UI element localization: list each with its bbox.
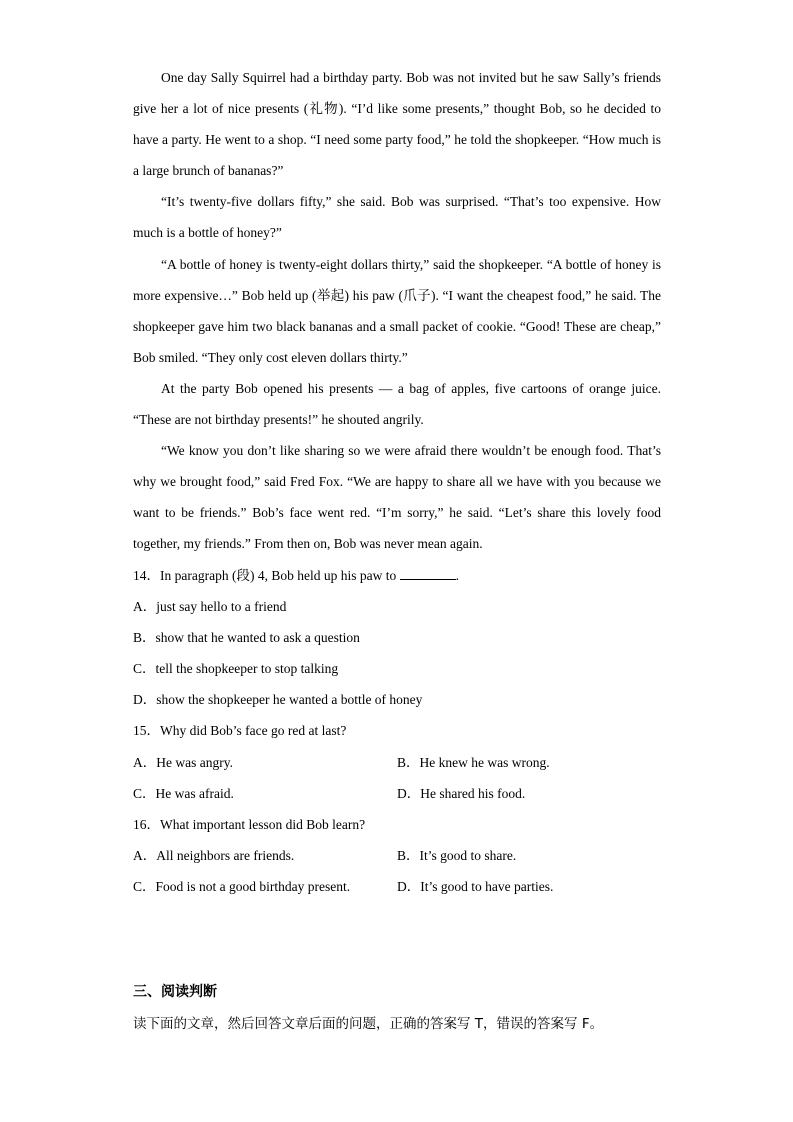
- question-16-stem: 16．What important lesson did Bob learn?: [133, 816, 366, 832]
- passage-paragraph-3: “A bottle of honey is twenty-eight dollars thirty,” said the shopkeeper. “A bottle of honey is more expensive…” Bob held up (举起) his paw (爪子). “I want the cheapest food,” he said. The shopkeeper gave him two black bananas and a small packet of cookie. “Good! These are cheap,” Bob smiled. “They only cost eleven dollars thirty.”: [133, 256, 661, 365]
- question-14-text: 14．In paragraph (段) 4, Bob held up his paw to: [133, 568, 400, 583]
- section-instruction: 读下面的文章，然后回答文章后面的问题，正确的答案写 T，错误的答案写 F。: [133, 1016, 604, 1032]
- question-list: [133, 560, 661, 902]
- passage-paragraph-5: “We know you don’t like sharing so we were afraid there wouldn’t be enough food. That’s why we brought food,” said Fred Fox. “We are happy to share all we have with you because we want to be friends.” Bob’s face went red. “I’m sorry,” he said. “Let’s share this lovely food together, my friends.” From then on, Bob was never mean again.: [133, 443, 661, 552]
- question-16-options-row-2: [133, 871, 661, 902]
- section-heading: 三、阅读判断: [133, 984, 217, 1000]
- question-16-option-d: D．It’s good to have parties.: [397, 878, 554, 894]
- answer-blank: [400, 567, 456, 580]
- question-15-stem: 15．Why did Bob’s face go red at last?: [133, 723, 347, 739]
- question-14-option-a: A．just say hello to a friend: [133, 599, 287, 615]
- question-15-options-row-1: [133, 747, 661, 778]
- passage-paragraph-2: “It’s twenty-five dollars fifty,” she said. Bob was surprised. “That’s too expensive. How much is a bottle of honey?”: [133, 194, 661, 241]
- question-15-option-a: A．He was angry.: [133, 754, 233, 770]
- question-16-option-c: C．Food is not a good birthday present.: [133, 878, 351, 894]
- question-16-option-b: B．It’s good to share.: [397, 847, 517, 863]
- question-14-option-c: C．tell the shopkeeper to stop talking: [133, 661, 339, 677]
- passage-paragraph-4: At the party Bob opened his presents — a bag of apples, five cartoons of orange juice. “These are not birthday presents!” he shouted angrily.: [133, 380, 661, 428]
- question-14-option-b: B．show that he wanted to ask a question: [133, 630, 360, 646]
- question-14-end: .: [455, 568, 459, 583]
- reading-passage: [133, 62, 661, 560]
- question-15-options-row-2: [133, 778, 661, 809]
- question-15-option-b: B．He knew he was wrong.: [397, 754, 550, 770]
- question-16-options-row-1: [133, 840, 661, 871]
- question-16-option-a: A．All neighbors are friends.: [133, 847, 295, 863]
- passage-paragraph-1: One day Sally Squirrel had a birthday party. Bob was not invited but he saw Sally’s friends give her a lot of nice presents (礼物). “I’d like some presents,” thought Bob, so he decided to have a party. He went to a shop. “I need some party food,” he told the shopkeeper. “How much is a large brunch of bananas?”: [133, 70, 661, 179]
- question-14-option-d: D．show the shopkeeper he wanted a bottle of honey: [133, 692, 423, 708]
- question-15-option-d: D．He shared his food.: [397, 785, 526, 801]
- question-15-option-c: C．He was afraid.: [133, 785, 234, 801]
- question-14-stem: [133, 560, 661, 591]
